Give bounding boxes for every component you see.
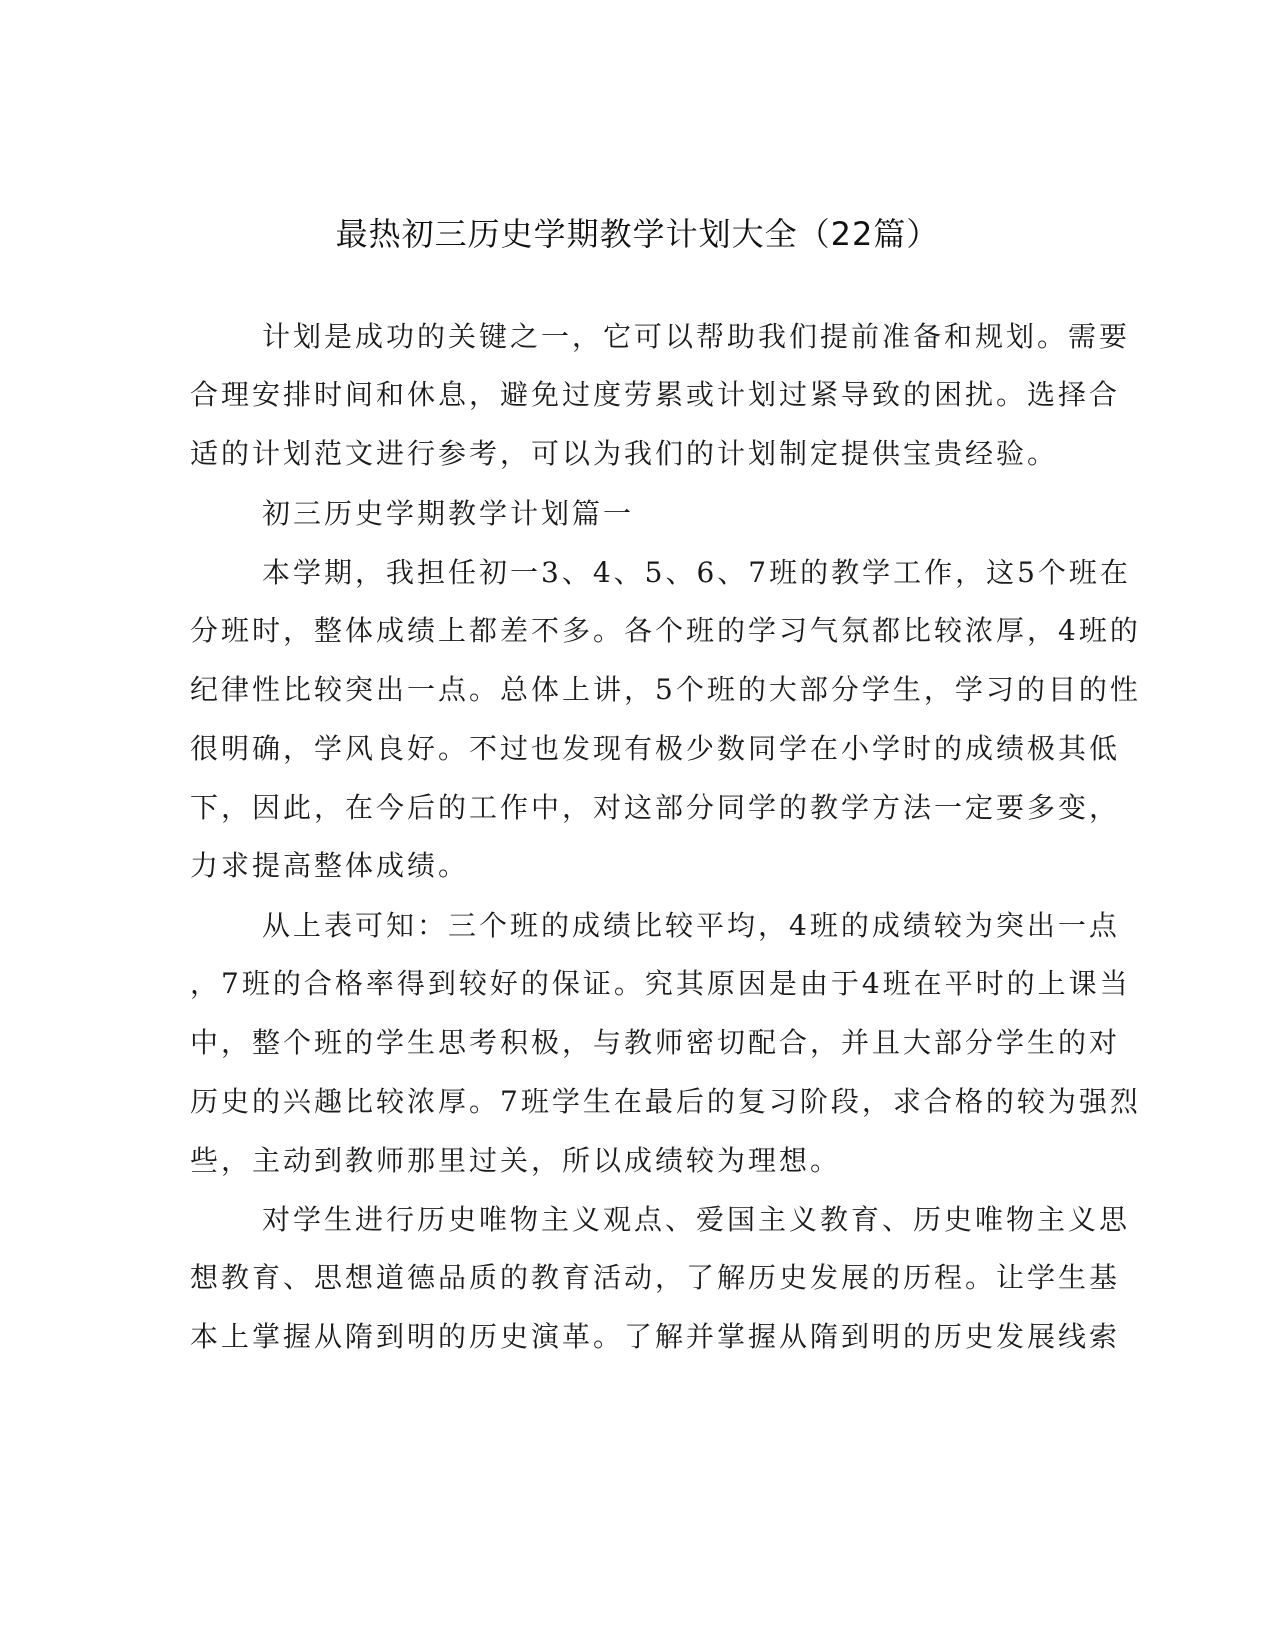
paragraph-line: 对学生进行历史唯物主义观点、爱国主义教育、历史唯物主义思 (262, 1203, 1131, 1236)
paragraph-line: 本学期，我担任初一3、4、5、6、7班的教学工作，这5个班在 (262, 556, 1131, 589)
paragraph-line: 很明确，学风良好。不过也发现有极少数同学在小学时的成绩极其低 (190, 732, 1121, 765)
paragraph-line: 些，主动到教师那里过关，所以成绩较为理想。 (190, 1144, 842, 1177)
section-heading: 初三历史学期教学计划篇一 (262, 497, 635, 530)
paragraph-line: ，7班的合格率得到较好的保证。究其原因是由于4班在平时的上课当 (190, 967, 1131, 1000)
document-title: 最热初三历史学期教学计划大全（22篇） (335, 215, 940, 253)
paragraph-line: 中，整个班的学生思考积极，与教师密切配合，并且大部分学生的对 (190, 1026, 1121, 1059)
paragraph-line: 合理安排时间和休息，避免过度劳累或计划过紧导致的困扰。选择合 (190, 378, 1121, 411)
paragraph-line: 力求提高整体成绩。 (190, 849, 470, 882)
paragraph-line: 分班时，整体成绩上都差不多。各个班的学习气氛都比较浓厚，4班的 (190, 614, 1141, 647)
paragraph-line: 计划是成功的关键之一，它可以帮助我们提前准备和规划。需要 (262, 320, 1131, 353)
paragraph-line: 历史的兴趣比较浓厚。7班学生在最后的复习阶段，求合格的较为强烈 (190, 1085, 1141, 1118)
paragraph-line: 本上掌握从隋到明的历史演革。了解并掌握从隋到明的历史发展线索 (190, 1320, 1121, 1353)
paragraph-line: 想教育、思想道德品质的教育活动，了解历史发展的历程。让学生基 (190, 1261, 1121, 1294)
paragraph-line: 下，因此，在今后的工作中，对这部分同学的教学方法一定要多变， (190, 791, 1121, 824)
paragraph-line: 纪律性比较突出一点。总体上讲，5个班的大部分学生，学习的目的性 (190, 673, 1141, 706)
paragraph-line: 适的计划范文进行参考，可以为我们的计划制定提供宝贵经验。 (190, 437, 1059, 470)
paragraph-line: 从上表可知：三个班的成绩比较平均，4班的成绩较为突出一点 (262, 909, 1120, 942)
